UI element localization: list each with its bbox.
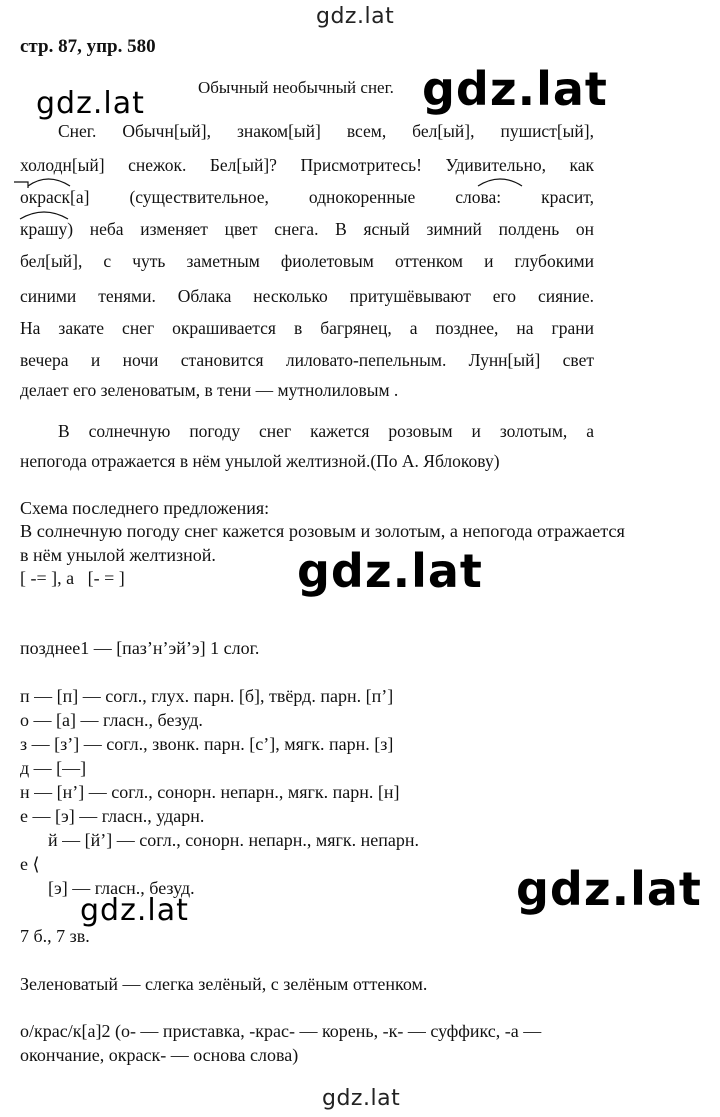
- prefix-mark: [14, 182, 28, 188]
- scheme-label: Схема последнего предложения:: [20, 498, 270, 518]
- text-title: Обычный необычный снег.: [198, 78, 394, 97]
- phonetic-row: н — [н’] — согл., сонорн. непарн., мягк. парн. [н]: [20, 782, 400, 802]
- phonetic-row: е — [э] — гласн., ударн.: [20, 806, 205, 826]
- scheme-sentence-line-1: В солнечную погоду снег кажется розовым и золотым, а непогода отражается: [20, 521, 625, 541]
- root-arc-krasit: [478, 179, 522, 186]
- phonetic-totals: 7 б., 7 зв.: [20, 926, 90, 946]
- paragraph-1-line-9: делает его зеленоватым, в тени — мутнолиловым .: [20, 380, 399, 400]
- scheme-formula: [ -= ], а [- = ]: [20, 568, 125, 588]
- phonetic-row: п — [п] — согл., глух. парн. [б], твёрд. парн. [п’]: [20, 686, 394, 706]
- paragraph-1-line-5: бел[ый], с чуть заметным фиолетовым оттенком и глубокими: [20, 251, 594, 271]
- morpheme-marks: [0, 170, 720, 410]
- phonetic-e-lower: [э] — гласн., безуд.: [48, 878, 195, 898]
- watermark-big-1: gdz.lat: [422, 62, 608, 116]
- paragraph-1-line-4: крашу) неба изменяет цвет снега. В ясный зимний полдень он: [20, 219, 594, 239]
- paragraph-2-line-2: непогода отражается в нём унылой желтизной.(По А. Яблокову): [20, 451, 500, 471]
- paragraph-1-line-8: вечера и ночи становится лиловато-пепельным. Лунн[ый] свет: [20, 350, 594, 370]
- watermark-big-2: gdz.lat: [297, 544, 483, 598]
- paragraph-2-line-1: В солнечную погоду снег кажется розовым и золотым, а: [58, 421, 594, 441]
- watermark-left-2: gdz.lat: [80, 893, 189, 928]
- paragraph-1-line-7: На закате снег окрашивается в багрянец, а позднее, на грани: [20, 318, 594, 338]
- phonetic-e-letter: е ⟨: [20, 854, 40, 874]
- morpheme-line-1: о/крас/к[а]2 (о- — приставка, -крас- — корень, -к- — суффикс, -а —: [20, 1021, 542, 1041]
- root-arc-okraska: [28, 179, 70, 186]
- watermark-left-1: gdz.lat: [36, 86, 145, 121]
- paragraph-1-line-1: Снег. Обычн[ый], знаком[ый] всем, бел[ый], пушист[ый],: [58, 121, 594, 141]
- word-meaning: Зеленоватый — слегка зелёный, с зелёным оттенком.: [20, 974, 428, 994]
- phonetic-e-upper: й — [й’] — согл., сонорн. непарн., мягк. непарн.: [48, 830, 419, 850]
- paragraph-1-line-3: окраск[а] (существительное, однокоренные слова: красит,: [20, 187, 594, 207]
- watermark-bottom: gdz.lat: [322, 1086, 401, 1111]
- scheme-sentence-line-2: в нём унылой желтизной.: [20, 545, 216, 565]
- watermark-big-3: gdz.lat: [516, 862, 702, 916]
- watermark-top: gdz.lat: [316, 4, 395, 29]
- phonetic-row: д — [—]: [20, 758, 87, 778]
- phonetic-row: о — [а] — гласн., безуд.: [20, 710, 203, 730]
- morpheme-line-2: окончание, окраск- — основа слова): [20, 1045, 299, 1065]
- paragraph-1-line-2: холодн[ый] снежок. Бел[ый]? Присмотритесь! Удивительно, как: [20, 155, 594, 175]
- phonetic-row: з — [з’] — согл., звонк. парн. [с’], мягк. парн. [з]: [20, 734, 394, 754]
- phonetic-header: позднее1 — [паз’н’эй’э] 1 слог.: [20, 638, 260, 658]
- root-arc-krashu: [20, 212, 68, 219]
- paragraph-1-line-6: синими тенями. Облака несколько притушёвывают его сияние.: [20, 286, 594, 306]
- page-heading: стр. 87, упр. 580: [20, 36, 156, 57]
